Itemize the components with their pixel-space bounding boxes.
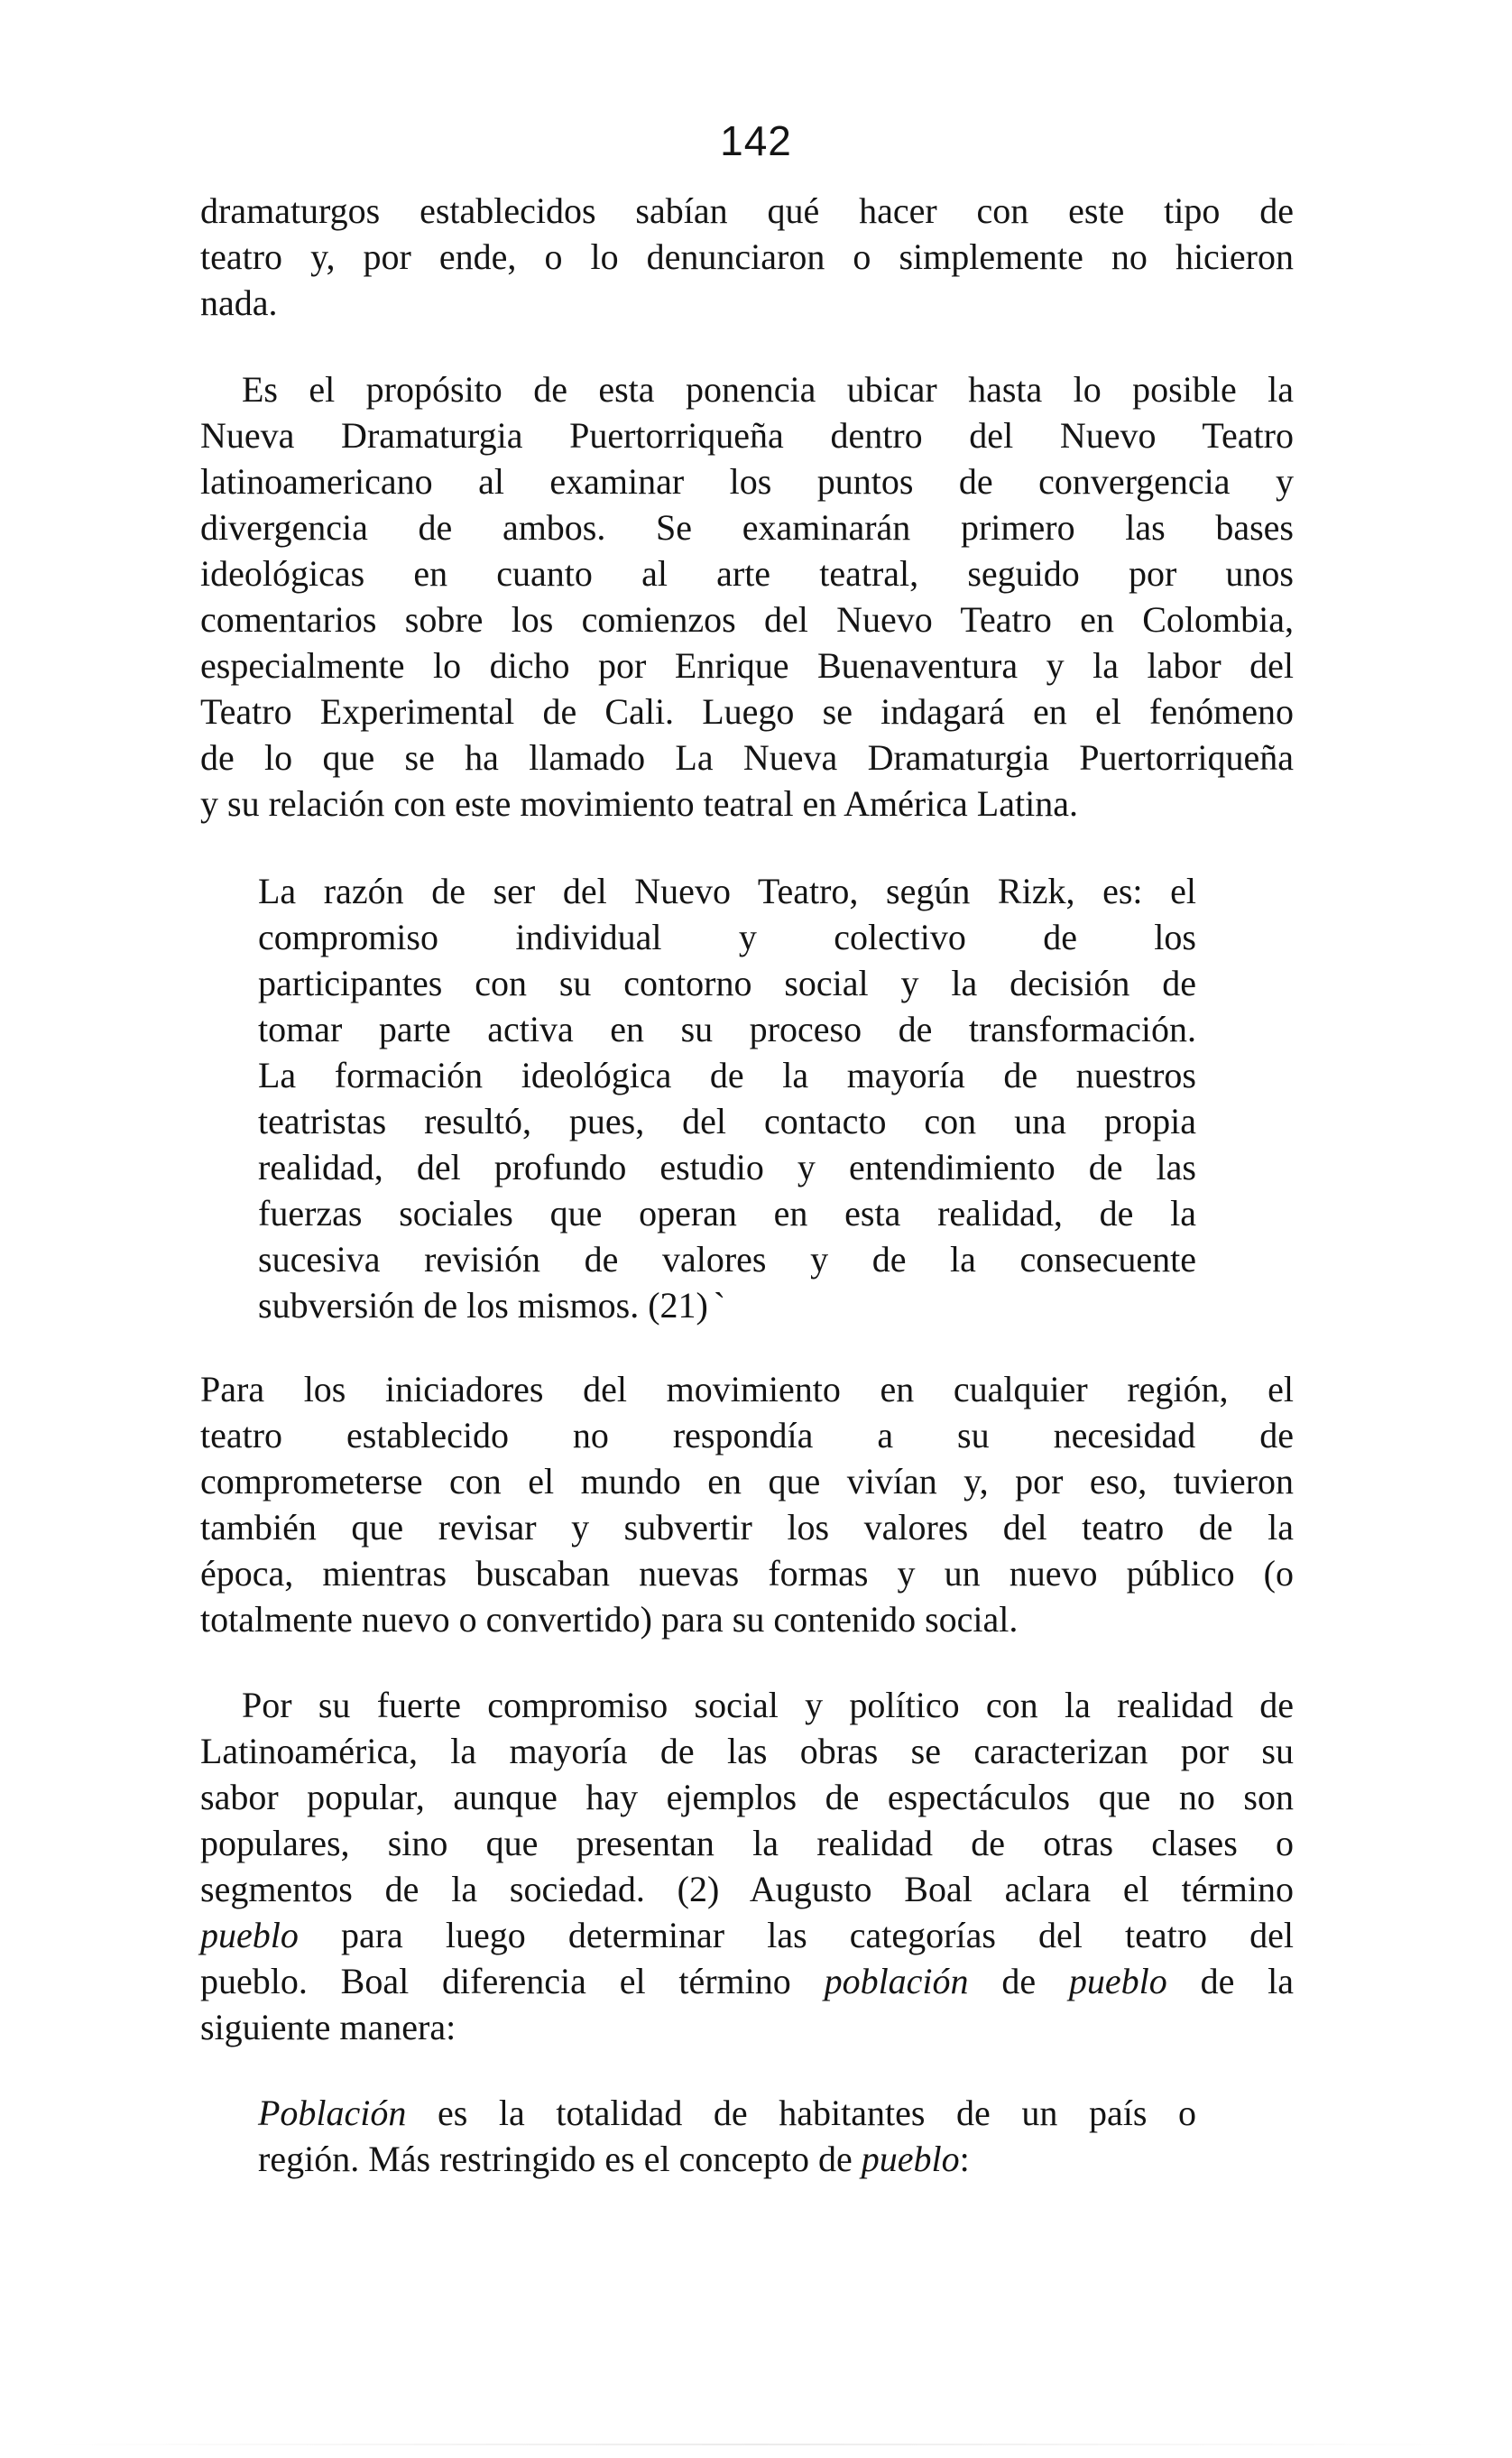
term-poblacion: población [824,1961,969,2001]
text-line [200,1958,1294,2004]
text-line: teatro y, por ende, o lo denunciaron o simplemente no hicieron [200,236,1294,277]
text-line: siguiente manera: [200,2007,456,2047]
text-line: totalmente nuevo o convertido) para su contenido social. [200,1599,1019,1640]
text-line: comentarios sobre los comienzos del Nuevo Teatro en Colombia, [200,599,1294,640]
text-line: Teatro Experimental de Cali. Luego se indagará en el fenómeno [200,691,1294,732]
quote-line: sucesiva revisión de valores y de la consecuente [258,1239,1196,1280]
text-line: divergencia de ambos. Se examinarán primero las bases [200,507,1294,548]
term-pueblo: pueblo [1068,1961,1167,2001]
quote-line: tomar parte activa en su proceso de transformación. [258,1009,1196,1049]
quote-line: teatristas resultó, pues, del contacto con una propia [258,1101,1196,1141]
text-line: Para los iniciadores del movimiento en cualquier región, el [200,1369,1294,1409]
quote-line: participantes con su contorno social y la decisión de [258,963,1196,1003]
text-run: de [968,1961,1069,2001]
text-line: latinoamericano al examinar los puntos de convergencia y [200,461,1294,502]
block-quote-rizk [258,868,1196,1328]
scan-edge-shadow [36,2444,1476,2445]
text-run: : [959,2139,970,2179]
text-line [200,1912,1294,1958]
text-line: ideológicas en cuanto al arte teatral, seguido por unos [200,553,1294,594]
text-line: de lo que se ha llamado La Nueva Dramaturgia Puertorriqueña [200,737,1294,778]
text-run: región. Más restringido es el concepto de [258,2139,862,2179]
quote-line [258,1282,1196,1328]
term-pueblo: pueblo [861,2139,960,2179]
paragraph-initiators [200,1366,1294,1642]
term-pueblo: pueblo [200,1915,299,1955]
text-line: nada. [200,282,278,323]
text-run: de la [1166,1961,1294,2001]
quote-line: La razón de ser del Nuevo Teatro, según Rizk, es: el [258,871,1196,911]
text-line: Latinoamérica, la mayoría de las obras se caracterizan por su [200,1731,1294,1771]
quote-line: fuerzas sociales que operan en esta realidad, de la [258,1193,1196,1234]
text-line: dramaturgos establecidos sabían qué hacer con este tipo de [200,190,1294,231]
quote-line [258,2136,1196,2182]
quote-line: compromiso individual y colectivo de los [258,917,1196,957]
paragraph-purpose [200,366,1294,827]
paragraph-boal [200,1682,1294,2050]
text-line: populares, sino que presentan la realidad de otras clases o [200,1823,1294,1863]
quote-line: realidad, del profundo estudio y entendimiento de las [258,1147,1196,1187]
text-line: teatro establecido no respondía a su necesidad de [200,1415,1294,1455]
text-run: es la totalidad de habitantes de un país o [406,2093,1196,2133]
text-line: Nueva Dramaturgia Puertorriqueña dentro del Nuevo Teatro [200,415,1294,456]
text-line: sabor popular, aunque hay ejemplos de espectáculos que no son [200,1777,1294,1817]
text-line: Es el propósito de esta ponencia ubicar hasta lo posible la [242,369,1294,410]
stray-mark: ` [713,1285,726,1326]
text-run: para luego determinar las categorías del teatro del [298,1915,1294,1955]
text-run: pueblo. Boal diferencia el término [200,1961,825,2001]
text-line: especialmente lo dicho por Enrique Buenaventura y la labor del [200,645,1294,686]
paragraph-continuation [200,188,1294,326]
text-line: y su relación con este movimiento teatral en América Latina. [200,783,1078,824]
block-quote-boal [258,2090,1196,2182]
text-line: segmentos de la sociedad. (2) Augusto Boal aclara el término [200,1869,1294,1909]
text-line: también que revisar y subvertir los valores del teatro de la [200,1507,1294,1548]
text-line: Por su fuerte compromiso social y político con la realidad de [242,1685,1294,1725]
quote-citation-text: subversión de los mismos. (21) [258,1285,708,1326]
text-line: época, mientras buscaban nuevas formas y un nuevo público (o [200,1553,1294,1594]
page-number: 142 [720,117,792,164]
quote-line: La formación ideológica de la mayoría de nuestros [258,1055,1196,1095]
term-poblacion: Población [258,2093,407,2133]
quote-line [258,2090,1196,2136]
text-line: comprometerse con el mundo en que vivían y, por eso, tuvieron [200,1461,1294,1502]
